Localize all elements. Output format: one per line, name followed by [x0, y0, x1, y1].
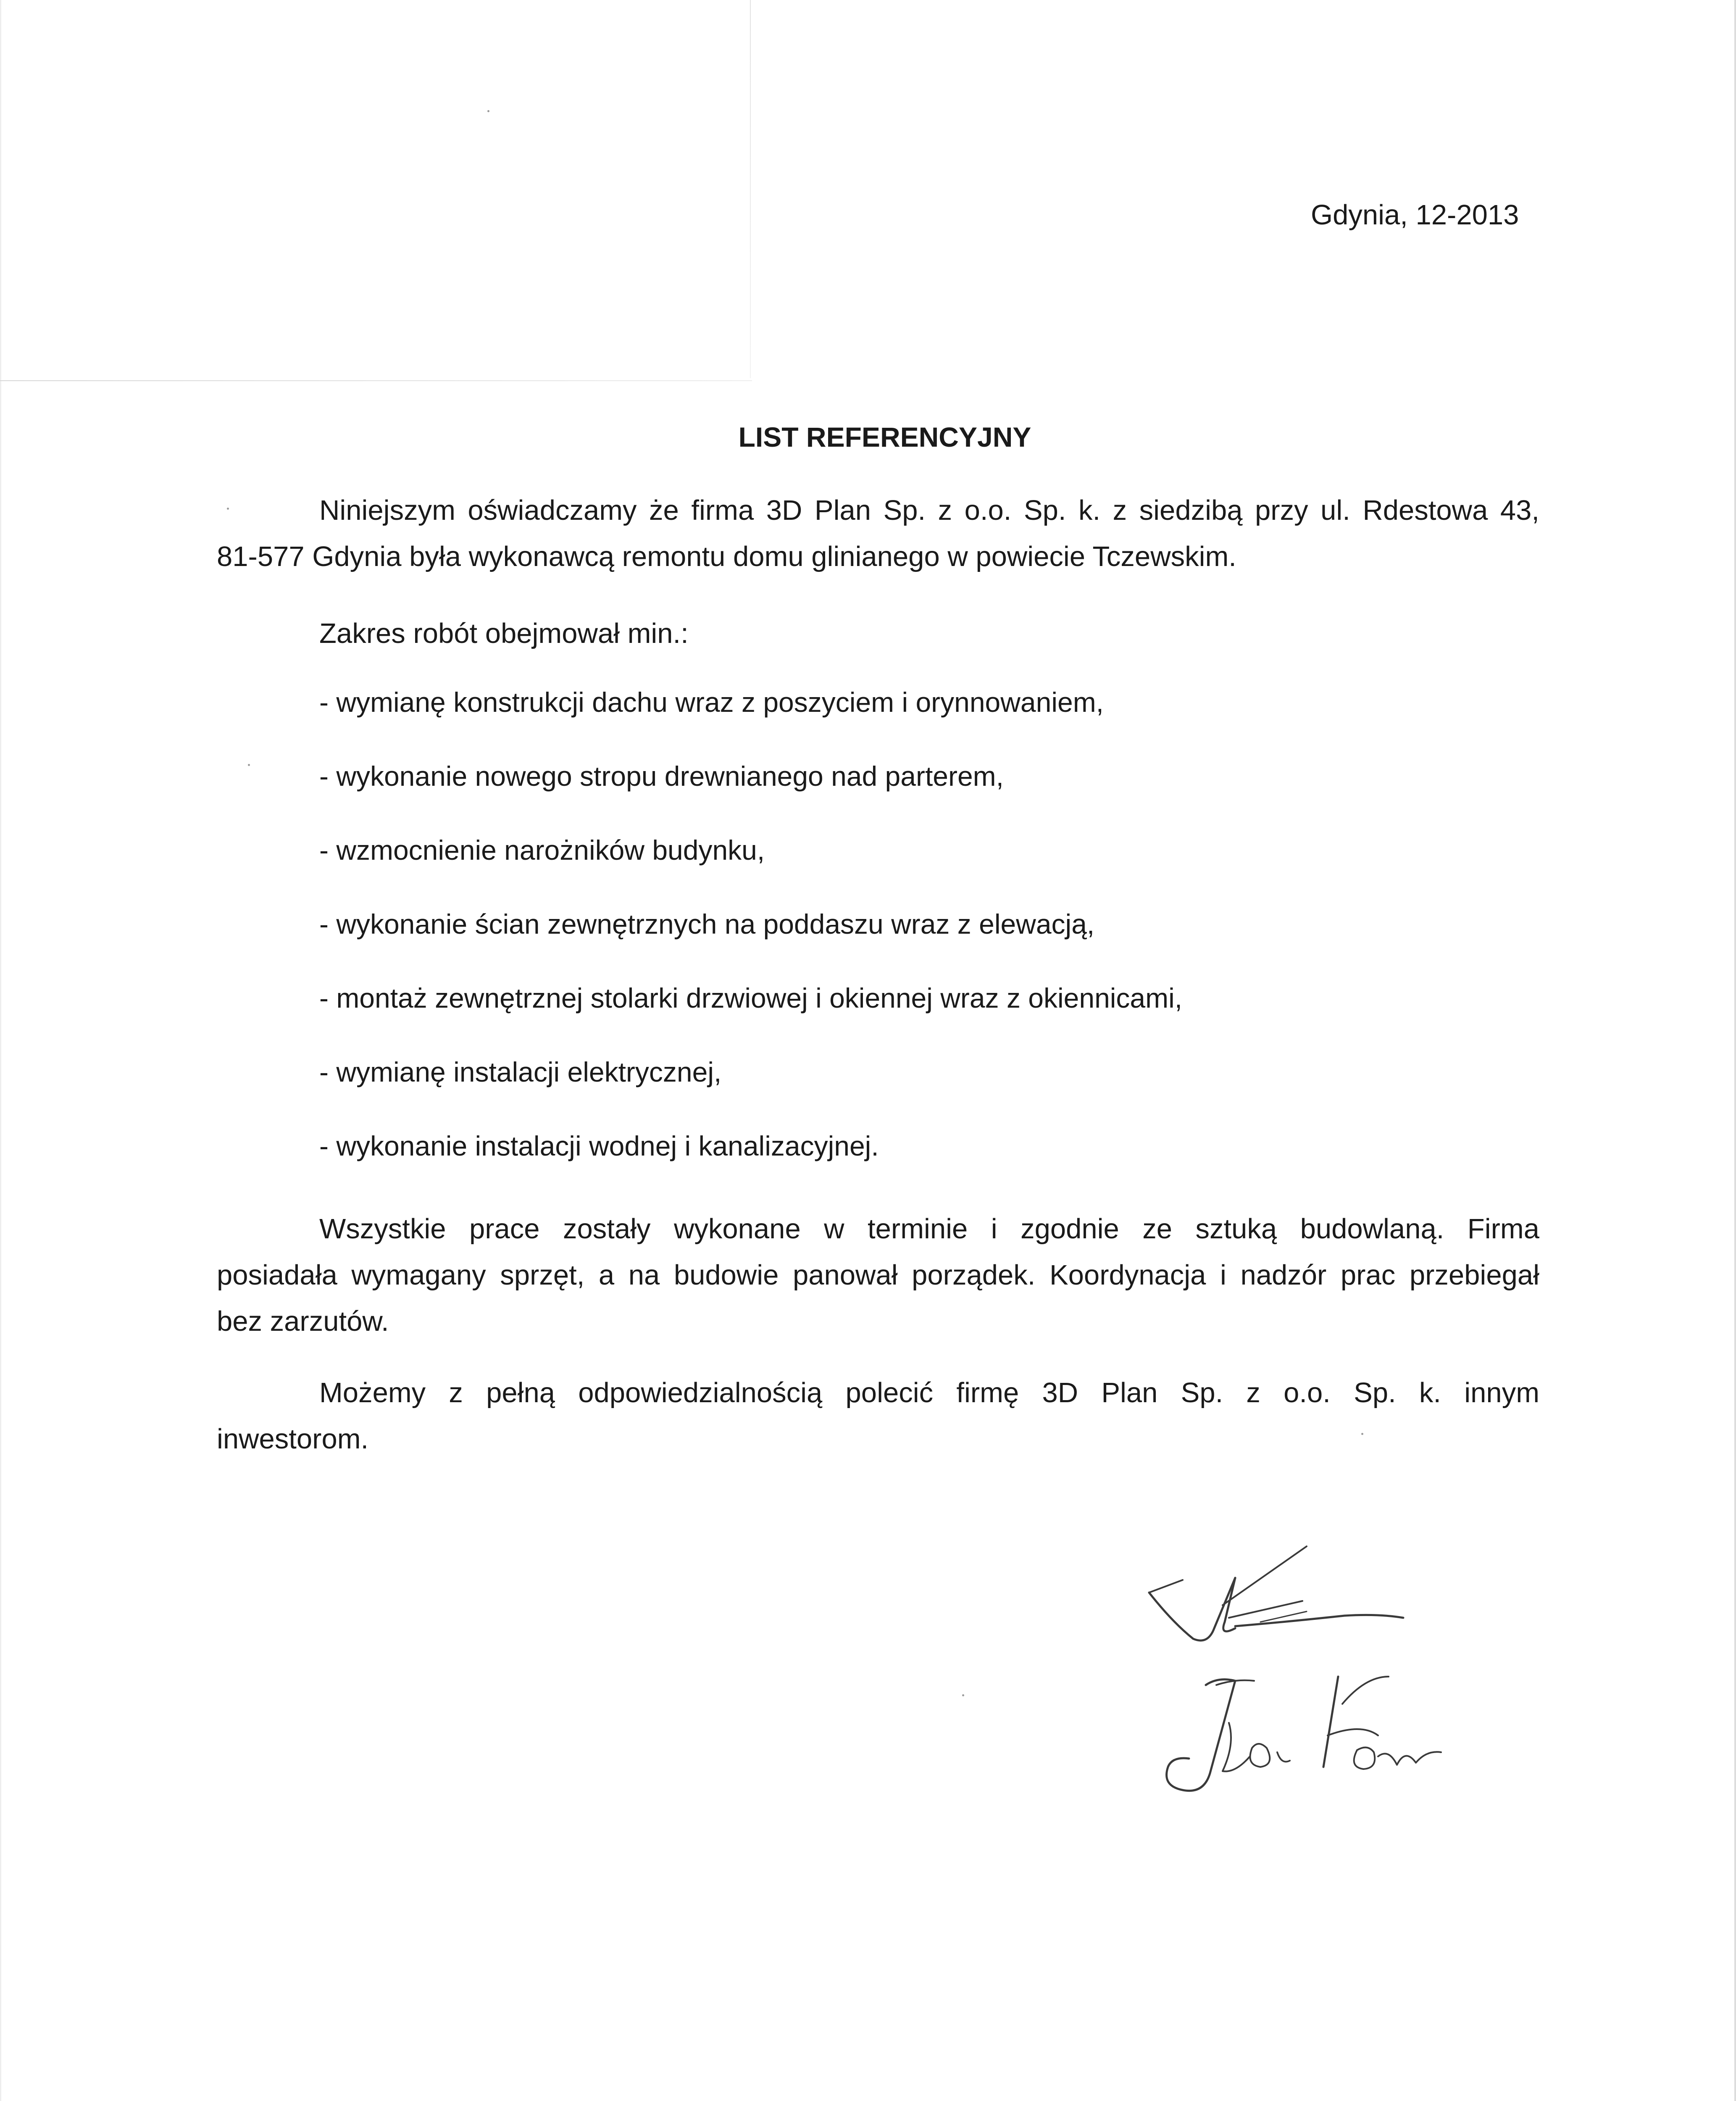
recommendation-paragraph-line-2: inwestorom. [217, 1423, 369, 1455]
scan-edge-right [1734, 0, 1736, 2101]
scan-speck [962, 1694, 964, 1696]
scope-intro: Zakres robót obejmował min.: [319, 618, 689, 649]
scan-edge-left [0, 0, 1, 2101]
scope-list-item: - wykonanie instalacji wodnej i kanalizacyjnej. [319, 1130, 879, 1161]
scope-list-item: - wymianę konstrukcji dachu wraz z poszyciem i orynnowaniem, [319, 687, 1104, 718]
scope-list-item: - wykonanie nowego stropu drewnianego nad parterem, [319, 761, 1004, 792]
intro-paragraph [217, 487, 1539, 580]
quality-paragraph-line-3: bez zarzutów. [217, 1306, 389, 1337]
fold-line-vertical [750, 0, 751, 378]
letter-date: Gdynia, 12-2013 [1311, 199, 1519, 231]
intro-paragraph-line-1: Niniejszym oświadczamy że firma 3D Plan Sp. z o.o. Sp. k. z siedzibą przy ul. Rdestowa 43, [319, 495, 1539, 526]
letter-title: LIST REFERENCYJNY [738, 421, 1031, 453]
scope-list [319, 684, 1182, 1201]
scope-list-item: - montaż zewnętrznej stolarki drzwiowej i okiennej wraz z okiennicami, [319, 982, 1183, 1014]
scope-list-item: - wymianę instalacji elektrycznej, [319, 1056, 722, 1087]
scan-speck [487, 110, 489, 112]
handwritten-signature [1109, 1538, 1487, 1832]
scope-list-item: - wzmocnienie narożników budynku, [319, 835, 765, 866]
quality-paragraph [217, 1206, 1539, 1345]
quality-paragraph-line-1: Wszystkie prace zostały wykonane w terminie i zgodnie ze sztuką budowlaną. Firma [319, 1213, 1539, 1245]
quality-paragraph-line-2: posiadała wymagany sprzęt, a na budowie panował porządek. Koordynacja i nadzór prac przebiegał [217, 1259, 1539, 1291]
scan-speck [1361, 1433, 1363, 1435]
fold-line-horizontal [0, 380, 752, 381]
scope-list-item: - wykonanie ścian zewnętrznych na poddaszu wraz z elewacją, [319, 908, 1095, 940]
intro-paragraph-line-2: 81-577 Gdynia była wykonawcą remontu domu glinianego w powiecie Tczewskim. [217, 541, 1236, 572]
recommendation-paragraph [217, 1370, 1539, 1462]
scan-speck [227, 508, 229, 510]
recommendation-paragraph-line-1: Możemy z pełną odpowiedzialnością polecić firmę 3D Plan Sp. z o.o. Sp. k. innym [319, 1377, 1539, 1409]
scan-speck [248, 764, 250, 766]
